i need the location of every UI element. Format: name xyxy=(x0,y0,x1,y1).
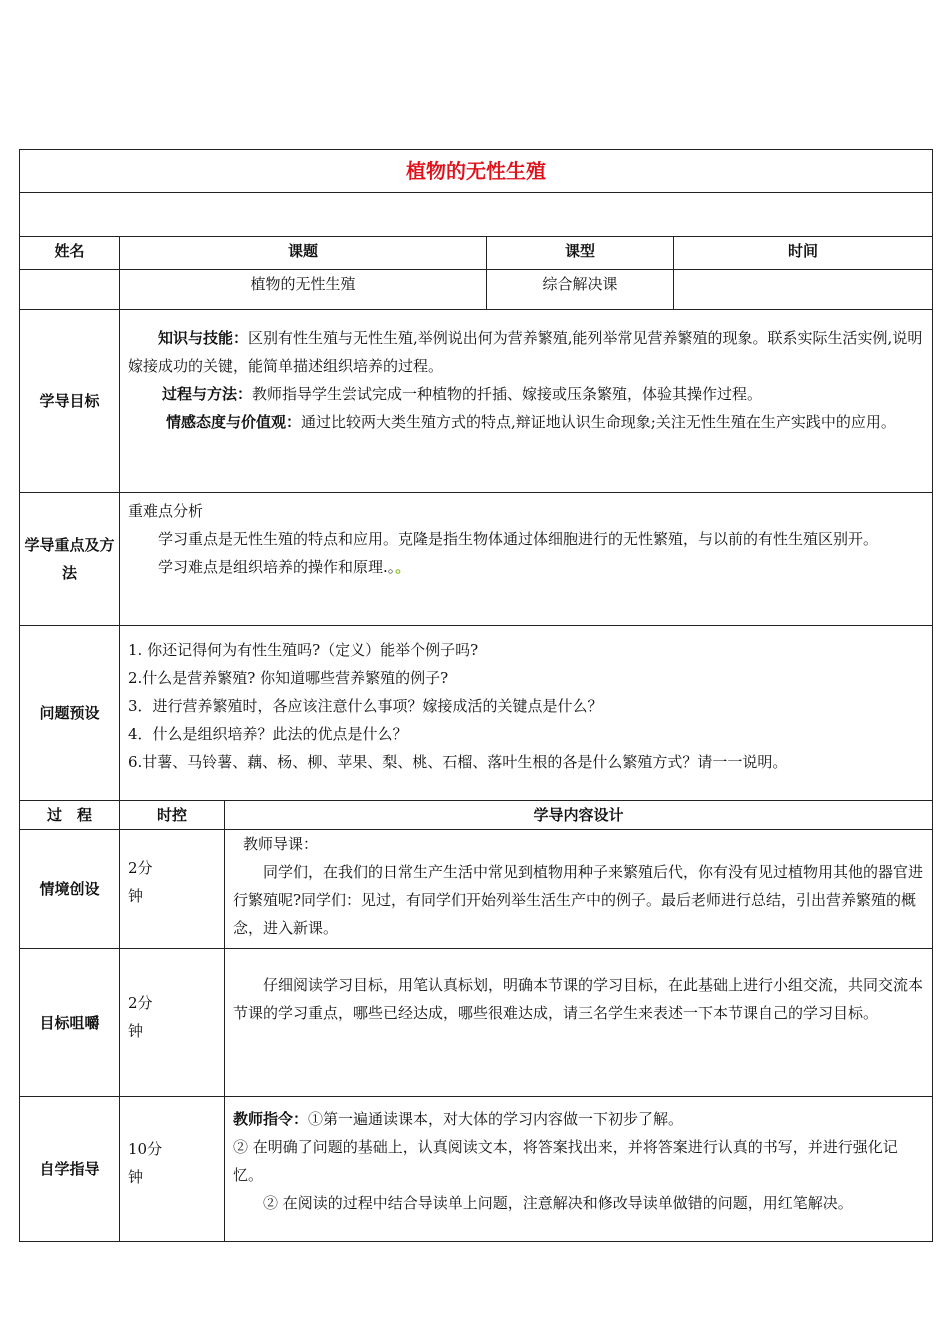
questions-content xyxy=(120,626,933,801)
time-goal: 2分 钟 xyxy=(120,949,225,1097)
stage-goal: 目标咀嚼 xyxy=(20,949,120,1097)
objectives-label: 学导目标 xyxy=(20,310,120,493)
objective-emotion: 情感态度与价值观：通过比较两大类生殖方式的特点,辩证地认识生命现象;关注无性生殖在生产实践中的应用。 xyxy=(166,413,896,431)
keypoints-label: 学导重点及方法 xyxy=(20,493,120,626)
keypoints-focus: 学习重点是无性生殖的特点和应用。克隆是指生物体通过体细胞进行的无性繁殖，与以前的有性生殖区别开。 xyxy=(158,530,879,548)
objectives-content xyxy=(120,310,933,493)
process-header-design: 学导内容设计 xyxy=(225,801,933,830)
objective-method: 过程与方法：教师指导学生尝试完成一种植物的扦插、嫁接或压条繁殖，体验其操作过程。 xyxy=(162,385,763,403)
content-self-study xyxy=(225,1097,933,1242)
header-time: 时间 xyxy=(674,237,933,270)
header-type: 课型 xyxy=(487,237,674,270)
goal-text: 仔细阅读学习目标，用笔认真标划，明确本节课的学习目标，在此基础上进行小组交流，共同交流本节课的学习重点，哪些已经达成，哪些很难达成，请三名学生来表述一下本节课自己的学习目标。 xyxy=(233,976,924,1022)
blank-row xyxy=(20,193,933,237)
content-goal xyxy=(225,949,933,1097)
lesson-table xyxy=(19,149,933,1242)
process-header-time: 时控 xyxy=(120,801,225,830)
objective-knowledge: 知识与技能：区别有性生殖与无性生殖,举例说出何为营养繁殖,能列举常见营养繁殖的现象。联系实际生活实例,说明嫁接成功的关键，能简单描述组织培养的过程。 xyxy=(128,329,923,375)
green-mark: 。 xyxy=(395,558,411,576)
value-type: 综合解决课 xyxy=(487,270,674,310)
question-item: 4．什么是组织培养？此法的优点是什么？ xyxy=(128,725,408,743)
keypoints-difficulty: 学习难点是组织培养的操作和原理.。。 xyxy=(158,558,411,576)
document-title: 植物的无性生殖 xyxy=(20,150,933,193)
question-item: 6.甘薯、马铃薯、藕、杨、柳、苹果、梨、桃、石榴、落叶生根的各是什么繁殖方式？请一一说明。 xyxy=(128,753,788,771)
keypoints-heading: 重难点分析 xyxy=(128,502,204,520)
stage-scenario: 情境创设 xyxy=(20,830,120,949)
question-item: 2.什么是营养繁殖? 你知道哪些营养繁殖的例子? xyxy=(128,669,449,687)
process-header-stage: 过 程 xyxy=(20,801,120,830)
value-topic: 植物的无性生殖 xyxy=(120,270,487,310)
self-study-line-2: ② 在明确了问题的基础上，认真阅读文本，将答案找出来，并将答案进行认真的书写，并进行强化记忆。 xyxy=(233,1138,898,1184)
value-time xyxy=(674,270,933,310)
questions-label: 问题预设 xyxy=(20,626,120,801)
question-item: 1. 你还记得何为有性生殖吗?（定义）能举个例子吗? xyxy=(128,641,479,659)
header-name: 姓名 xyxy=(20,237,120,270)
self-study-line-1: 教师指令：①第一遍通读课本，对大体的学习内容做一下初步了解。 xyxy=(233,1110,684,1128)
time-self-study: 10分 钟 xyxy=(120,1097,225,1242)
header-topic: 课题 xyxy=(120,237,487,270)
teacher-intro: 教师导课： xyxy=(243,835,319,853)
content-scenario xyxy=(225,830,933,949)
scenario-text: 同学们，在我们的日常生产生活中常见到植物用种子来繁殖后代，你有没有见过植物用其他的器官进行繁殖呢?同学们：见过，有同学们开始列举生活生产中的例子。最后老师进行总结，引出营养繁殖的概念，进入新课。 xyxy=(233,863,924,937)
keypoints-content xyxy=(120,493,933,626)
time-scenario: 2分 钟 xyxy=(120,830,225,949)
self-study-line-3: ② 在阅读的过程中结合导读单上问题，注意解决和修改导读单做错的问题，用红笔解决。 xyxy=(263,1194,853,1212)
lesson-plan xyxy=(19,149,932,1242)
value-name xyxy=(20,270,120,310)
question-item: 3．进行营养繁殖时，各应该注意什么事项？嫁接成活的关键点是什么？ xyxy=(128,697,603,715)
stage-self-study: 自学指导 xyxy=(20,1097,120,1242)
